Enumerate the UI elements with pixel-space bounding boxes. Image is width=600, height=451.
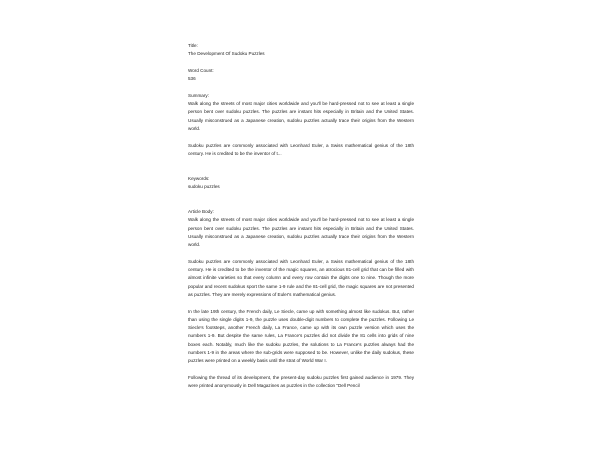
word-count-value: 536: [188, 76, 196, 82]
summary-label: Summary:: [188, 92, 209, 98]
body-paragraph: Following the thread of its development, the present-day sudoku puzzles first gained audience in 1979. They were printed anonymously in Dell Magazines as puzzles in the collection "Dell Pencil: [188, 374, 414, 389]
keywords-value: sudoku puzzles: [188, 184, 220, 190]
summary-paragraph: Walk along the streets of most major cities worldwide and you'll be hard-pressed not to see at least a single person bent over sudoku puzzles. The puzzles are instant hits especially in Britain and the United States. Usually misconstrued as a Japanese creation, sudoku puzzles actually trace their origins from the Western world.: [188, 101, 414, 131]
article-body-label: Article Body:: [188, 208, 214, 214]
title-label: Title:: [188, 43, 198, 48]
body-paragraph: Sudoku puzzles are commonly associated with Leonhard Euler, a Swiss mathematical genius of the 18th century. He is credited to be the inventor of the magic squares, an atrocious 81-cell grid that can be filled with almost infinite varieties so that every column and every row contain the digits one to nine. Though the more popular and recent sudokus sport the same 1-9 rule and the 81-cell grid, the magic squares are not presented as puzzles. They are merely expressions of Euler's mathematical genius.: [188, 258, 414, 297]
body-paragraph: Walk along the streets of most major cities worldwide and you'll be hard-pressed not to see at least a single person bent over sudoku puzzles. The puzzles are instant hits especially in Britain and the United States. Usually misconstrued as a Japanese creation, sudoku puzzles actually trace their origins from the Western world.: [188, 217, 414, 248]
keywords-label: Keywords:: [188, 175, 210, 181]
word-count-label: Word Count:: [188, 67, 214, 73]
document-page: [188, 42, 414, 390]
summary-paragraph: Sudoku puzzles are commonly associated with Leonhard Euler, a Swiss mathematical genius of the 18th century. He is credited to be the inventor of t...: [188, 142, 414, 156]
document-title: The Development Of Sudoku Puzzles: [188, 51, 265, 57]
body-paragraph: In the late 19th century, the French daily, Le Siecle, came up with something almost like sudokus. But, rather than using the single digits 1-9, the puzzle uses double-digit numbers to complete the puzzles. Following Le Siecle's footsteps, another French daily, La France, came up with its own puzzle version which uses the numbers 1-9. But despite the same rules, La France's puzzles did not divide the 81 cells into grids of nine boxes each. Notably, much like the sudoku puzzles, the solutions to La France's puzzles always had the numbers 1-9 in the areas where the sub-grids were supposed to be. However, unlike the daily sudokus, these puzzles were printed on a weekly basis until the strat of World War I.: [188, 308, 414, 364]
